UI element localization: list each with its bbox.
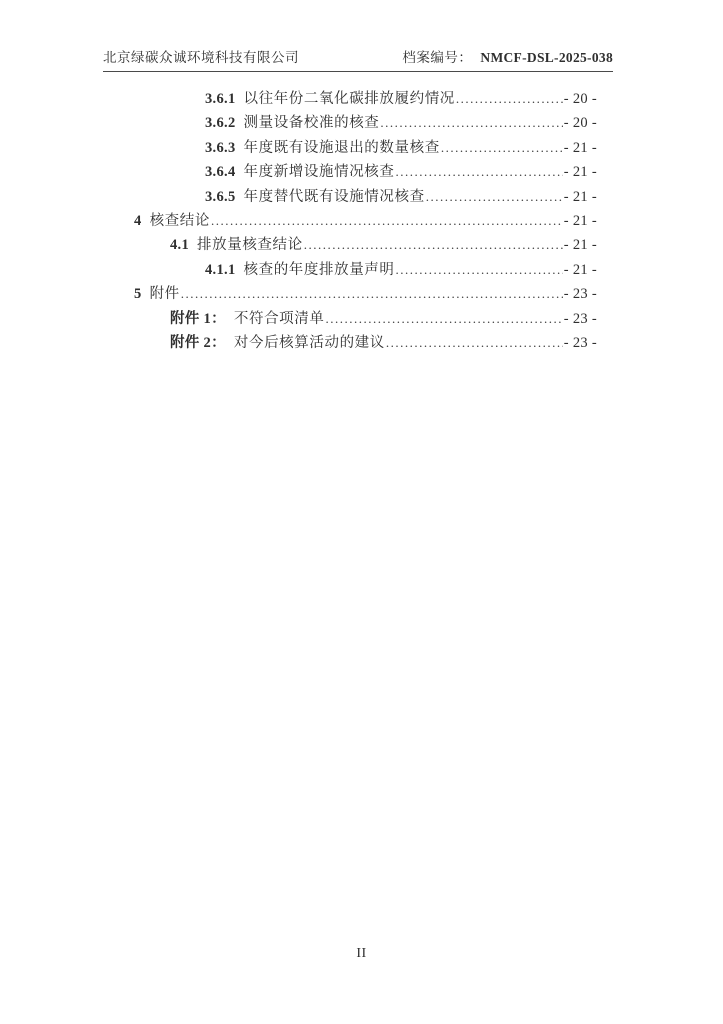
- toc-entry-number: 3.6.5: [205, 188, 236, 205]
- toc-dot-leader: [380, 111, 562, 135]
- toc-dot-leader: [396, 258, 563, 282]
- toc-dot-leader: [304, 233, 563, 257]
- toc-entry[interactable]: [103, 233, 597, 257]
- toc-entry-number: 3.6.4: [205, 164, 236, 181]
- toc-dot-leader: [456, 87, 563, 111]
- toc-entry[interactable]: [103, 160, 597, 184]
- toc-entry-page-number: - 23 -: [563, 286, 597, 303]
- doc-number-label: 档案编号：: [402, 50, 473, 65]
- toc-entry[interactable]: [103, 307, 597, 331]
- toc-entry-number: 4.1.1: [205, 261, 236, 278]
- toc-entry[interactable]: [103, 258, 597, 282]
- toc-entry-title: 核查的年度排放量声明: [243, 261, 395, 278]
- table-of-contents: [103, 87, 597, 355]
- toc-entry-page-number: - 20 -: [563, 115, 597, 132]
- toc-dot-leader: [441, 136, 563, 160]
- toc-entry[interactable]: [103, 282, 597, 306]
- toc-entry-number: 3.6.2: [205, 115, 236, 132]
- toc-entry-title: 测量设备校准的核查: [243, 115, 380, 132]
- toc-entry[interactable]: [103, 185, 597, 209]
- company-name: 北京绿碳众诚环境科技有限公司: [103, 50, 299, 65]
- toc-dot-leader: [386, 331, 563, 355]
- page-footer: [0, 946, 723, 962]
- toc-entry[interactable]: [103, 331, 597, 355]
- toc-entry-title: 核查结论: [149, 212, 210, 229]
- toc-entry-page-number: - 23 -: [563, 334, 597, 351]
- toc-entry-page-number: - 21 -: [563, 188, 597, 205]
- toc-entry-number: 附件 1：: [170, 310, 226, 327]
- toc-entry-number: 附件 2：: [170, 334, 226, 351]
- page-header: [103, 50, 613, 72]
- toc-entry[interactable]: [103, 87, 597, 111]
- toc-entry-number: 4: [134, 212, 142, 229]
- toc-entry[interactable]: [103, 111, 597, 135]
- toc-entry[interactable]: [103, 136, 597, 160]
- doc-id-group: [402, 50, 613, 66]
- toc-dot-leader: [426, 185, 563, 209]
- toc-entry-title: 年度替代既有设施情况核查: [243, 188, 425, 205]
- page-number: II: [356, 946, 367, 961]
- toc-entry[interactable]: [103, 209, 597, 233]
- toc-entry-page-number: - 21 -: [563, 212, 597, 229]
- toc-entry-title: 以往年份二氧化碳排放履约情况: [243, 91, 455, 107]
- toc-dot-leader: [325, 307, 562, 331]
- toc-entry-title: 对今后核算活动的建议: [233, 334, 385, 351]
- toc-dot-leader: [181, 282, 563, 306]
- toc-entry-number: 4.1: [170, 237, 190, 254]
- toc-entry-number: 3.6.3: [205, 139, 236, 156]
- toc-entry-page-number: - 21 -: [563, 237, 597, 254]
- toc-entry-page-number: - 21 -: [563, 164, 597, 181]
- toc-entry-page-number: - 21 -: [563, 139, 597, 156]
- doc-number-value: NMCF-DSL-2025-038: [480, 50, 613, 65]
- toc-entry-page-number: - 23 -: [563, 310, 597, 327]
- toc-dot-leader: [211, 209, 563, 233]
- toc-entry-title: 年度新增设施情况核查: [243, 164, 395, 181]
- toc-dot-leader: [396, 160, 563, 184]
- toc-entry-page-number: - 21 -: [563, 261, 597, 278]
- toc-entry-title: 年度既有设施退出的数量核查: [243, 139, 440, 156]
- toc-entry-title: 附件: [149, 286, 180, 303]
- toc-entry-title: 不符合项清单: [233, 310, 325, 327]
- toc-entry-page-number: - 20 -: [563, 91, 597, 107]
- toc-entry-title: 排放量核查结论: [197, 237, 303, 254]
- toc-entry-number: 3.6.1: [205, 91, 236, 107]
- toc-entry-number: 5: [134, 286, 142, 303]
